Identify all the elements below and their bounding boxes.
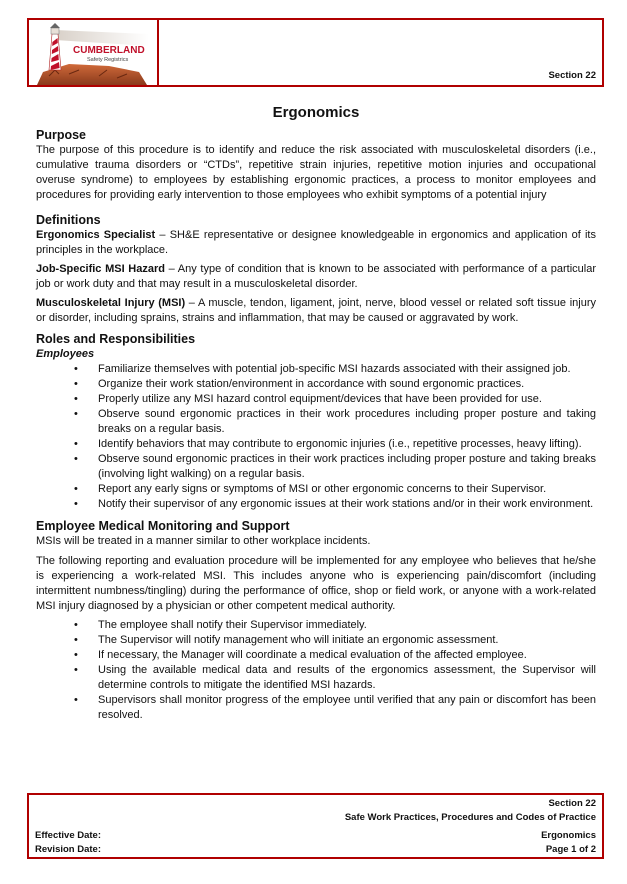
list-item xyxy=(74,452,596,482)
bullet-icon: • xyxy=(74,378,78,390)
definition-term: Musculoskeletal Injury (MSI) xyxy=(36,297,186,309)
header-section-label: Section 22 xyxy=(548,70,596,81)
purpose-text: The purpose of this procedure is to identify and reduce the risk associated with musculoskeletal disorders (i.e., cumulative trauma disorders or “CTDs”, repetitive strain injuries, repetitive motion injuries and occupational overuse syndrome) to employees by establishing ergonomic practices, a process to monitor employees and procedures for providing early intervention to those employees who exhibit symptoms of a potential injury xyxy=(36,144,596,201)
list-item xyxy=(74,407,596,437)
definition-text: – A muscle, tendon, ligament, joint, nerve, blood vessel or related soft tissue injury or disorder, including sprains, strains and inflammation, that may be caused or aggravated by work. xyxy=(36,297,596,324)
bullet-icon: • xyxy=(74,694,78,706)
monitoring-intro: MSIs will be treated in a manner similar to other workplace incidents. xyxy=(36,535,371,547)
list-item-text: The employee shall notify their Supervisor immediately. xyxy=(98,619,367,631)
list-item xyxy=(74,693,596,723)
list-item-text: Supervisors shall monitor progress of the employee until verified that any pain or discomfort has been resolved. xyxy=(98,694,596,721)
bullet-icon: • xyxy=(74,393,78,405)
definitions-list xyxy=(36,228,596,326)
definition-text: – SH&E representative or designee knowledgeable in ergonomics and application of its principles in the workplace. xyxy=(36,229,596,256)
employees-subheading: Employees xyxy=(36,348,95,360)
monitoring-procedure-text: The following reporting and evaluation procedure will be implemented for any employee who believes that he/she is experiencing a work-related MSI. This includes anyone who is experiencing pain/discomfort (including intermittent numbness/tingling) during the performance of office, shop or field work, or anyone with a work-related MSI injury diagnosed by a physician or other competent medical authority. xyxy=(36,555,596,612)
list-item xyxy=(74,633,596,648)
logo-brand-text: CUMBERLAND xyxy=(73,45,145,56)
definition-item xyxy=(36,296,596,326)
lighthouse-logo-icon xyxy=(29,20,157,85)
list-item xyxy=(74,497,596,512)
definition-item xyxy=(36,228,596,258)
employee-responsibilities-list xyxy=(74,362,596,512)
definition-term: Ergonomics Specialist xyxy=(36,229,156,241)
list-item-text: Report any early signs or symptoms of MSI or other ergonomic concerns to their Supervisor. xyxy=(98,483,547,495)
footer-topic: Ergonomics xyxy=(541,830,596,841)
purpose-heading: Purpose xyxy=(36,128,87,142)
bullet-icon: • xyxy=(74,649,78,661)
bullet-icon: • xyxy=(74,634,78,646)
logo-tagline-text: Safety Registrics xyxy=(87,57,129,63)
list-item xyxy=(74,362,596,377)
bullet-icon: • xyxy=(74,408,78,420)
roles-heading: Roles and Responsibilities xyxy=(36,332,196,346)
list-item xyxy=(74,482,596,497)
list-item xyxy=(74,663,596,693)
bullet-icon: • xyxy=(74,664,78,676)
footer-section: Section 22 xyxy=(548,798,596,809)
list-item xyxy=(74,437,596,452)
page-title: Ergonomics xyxy=(272,104,360,121)
list-item xyxy=(74,392,596,407)
list-item xyxy=(74,648,596,663)
bullet-icon: • xyxy=(74,483,78,495)
list-item xyxy=(74,377,596,392)
definitions-heading: Definitions xyxy=(36,213,101,227)
effective-date-label: Effective Date: xyxy=(35,830,101,841)
page-footer xyxy=(27,793,604,859)
definition-term: Job-Specific MSI Hazard xyxy=(36,263,165,275)
page-number: Page 1 of 2 xyxy=(545,844,596,855)
document-body xyxy=(36,104,596,723)
monitoring-steps-list xyxy=(74,618,596,723)
list-item-text: If necessary, the Manager will coordinate a medical evaluation of the affected employee. xyxy=(98,649,527,661)
definition-item xyxy=(36,262,596,292)
bullet-icon: • xyxy=(74,363,78,375)
list-item-text: Identify behaviors that may contribute to ergonomic injuries (i.e., repetitive processes, heavy lifting). xyxy=(98,438,582,450)
page-header xyxy=(27,18,604,87)
list-item-text: Familiarize themselves with potential job-specific MSI hazards associated with their assigned job. xyxy=(98,363,571,375)
bullet-icon: • xyxy=(74,619,78,631)
company-logo xyxy=(29,20,159,85)
bullet-icon: • xyxy=(74,438,78,450)
list-item-text: Using the available medical data and results of the ergonomics assessment, the Supervisor will determine controls to mitigate the identified MSI hazards. xyxy=(98,664,596,691)
list-item-text: Notify their supervisor of any ergonomic issues at their work stations and/or in their work environment. xyxy=(98,498,594,510)
list-item-text: Properly utilize any MSI hazard control equipment/devices that have been provided for use. xyxy=(98,393,542,405)
list-item xyxy=(74,618,596,633)
list-item-text: Organize their work station/environment in accordance with sound ergonomic practices. xyxy=(98,378,525,390)
revision-date-label: Revision Date: xyxy=(35,844,101,855)
bullet-icon: • xyxy=(74,498,78,510)
list-item-text: Observe sound ergonomic practices in their work practices including proper posture and taking breaks (involving light walking) on a regular basis. xyxy=(98,453,596,480)
definition-text: – Any type of condition that is known to be associated with performance of a particular job or work duty and that may result in a musculoskeletal disorder. xyxy=(36,263,596,290)
list-item-text: The Supervisor will notify management who will initiate an ergonomic assessment. xyxy=(98,634,499,646)
bullet-icon: • xyxy=(74,453,78,465)
monitoring-heading: Employee Medical Monitoring and Support xyxy=(36,519,290,533)
list-item-text: Observe sound ergonomic practices in their work procedures including proper posture and taking breaks on a regular basis. xyxy=(98,408,596,435)
footer-subtitle: Safe Work Practices, Procedures and Codes of Practice xyxy=(344,812,596,823)
